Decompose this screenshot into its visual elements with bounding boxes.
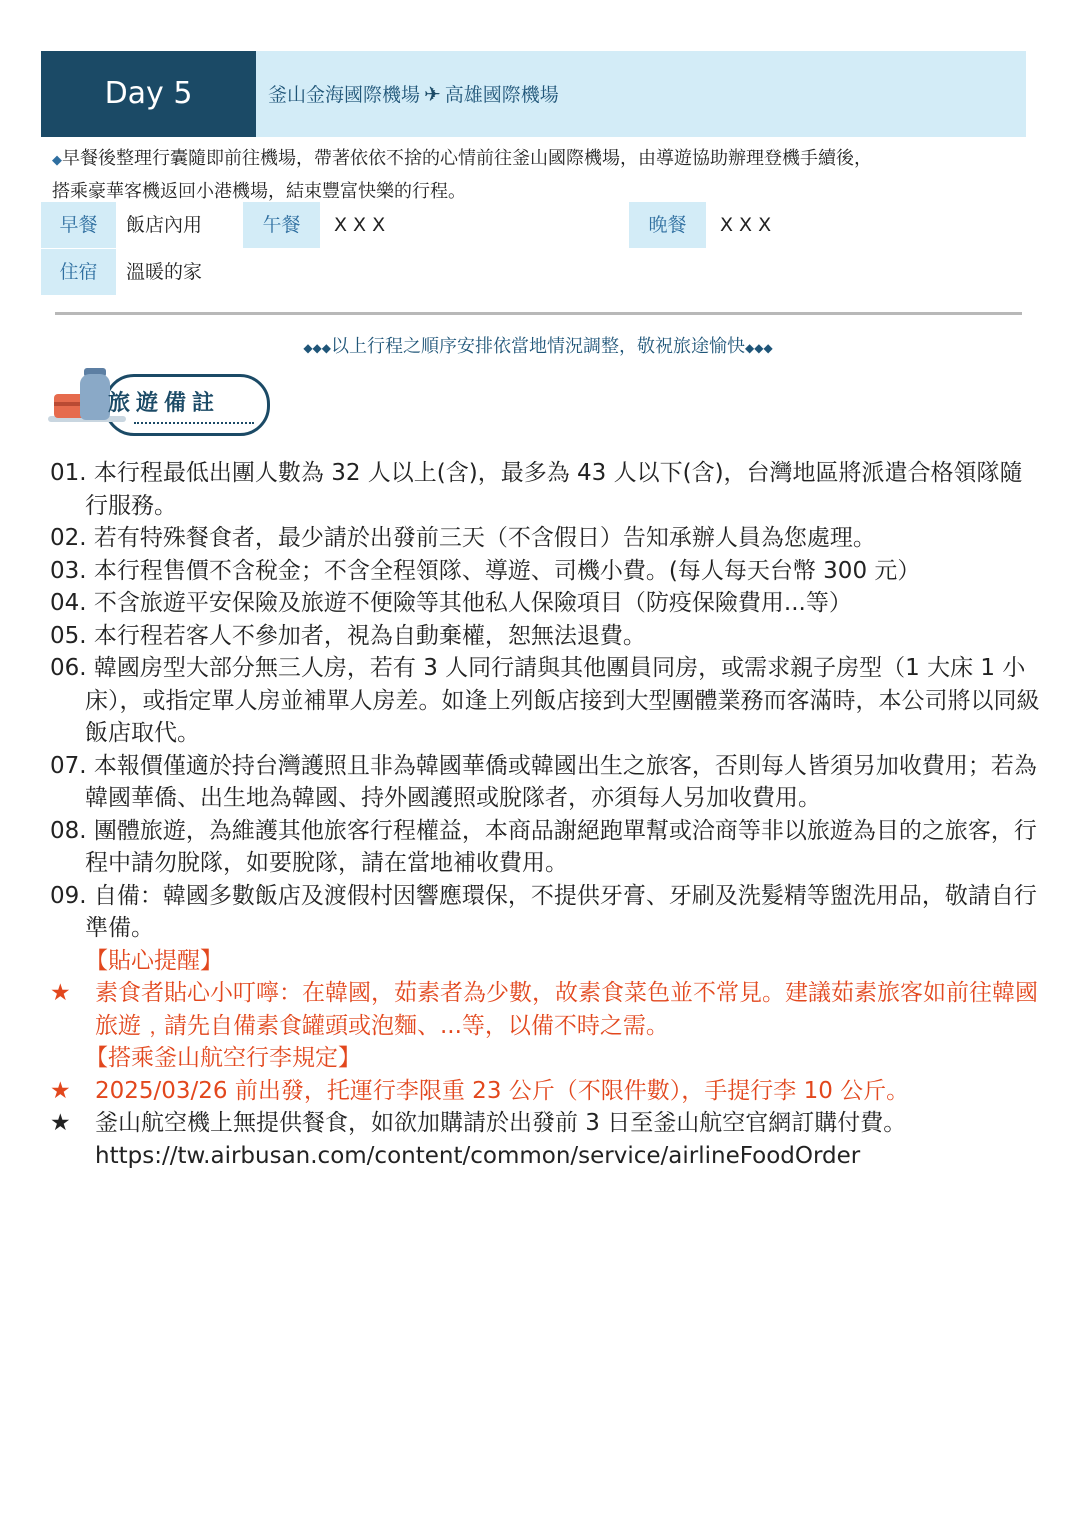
badge-title: 旅遊備註: [108, 391, 221, 416]
description-line: 搭乘豪華客機返回小港機場，結束豐富快樂的行程。: [52, 181, 466, 202]
note-item: 01. 本行程最低出團人數為 32 人以上(含)，最多為 43 人以下(含)，台灣地區將派遣合格領隊隨行服務。: [50, 460, 1023, 519]
food-text: 釜山航空機上無提供餐食，如欲加購請於出發前 3 日至釜山航空官網訂購付費。: [95, 1110, 907, 1136]
note-item: 03. 本行程售價不含稅金；不含全程領隊、導遊、司機小費。(每人每天台幣 300 元）: [50, 557, 921, 584]
note-item: 05. 本行程若客人不參加者，視為自動棄權，恕無法退費。: [50, 622, 646, 649]
schedule-note: [0, 332, 1076, 358]
note-item: 02. 若有特殊餐食者，最少請於出發前三天（不含假日）告知承辦人員為您處理。: [50, 525, 876, 551]
food-item: [50, 1107, 1040, 1140]
note-item: 09. 自備：韓國多數飯店及渡假村因響應環保，不提供牙膏、牙刷及洗髮精等盥洗用品，敬請自行準備。: [50, 882, 1037, 941]
star-icon: ★: [50, 980, 71, 1006]
notes-list: [50, 457, 1040, 1172]
reminder-heading: 【貼心提醒】: [85, 947, 223, 974]
route-to: 高雄國際機場: [444, 84, 559, 106]
baggage-item: [50, 1075, 1040, 1108]
diamond-bullets-icon: ◆◆◆: [303, 341, 331, 355]
schedule-note-text: 以上行程之順序安排依當地情況調整，敬祝旅途愉快: [331, 336, 745, 357]
note-item: 07. 本報價僅適於持台灣護照且非為韓國華僑或韓國出生之旅客，否則每人皆須另加收費用；若為韓國華僑、出生地為韓國、持外國護照或脫隊者，亦須每人另加收費用。: [50, 752, 1037, 811]
breakfast-value: 飯店內用: [126, 214, 203, 236]
route-from: 釜山金海國際機場: [268, 84, 421, 106]
jar-icon: [80, 374, 110, 420]
lunch-tag: 午餐: [243, 202, 320, 248]
note-item: 04. 不含旅遊平安保險及旅遊不便險等其他私人保險項目（防疫保險費用...等）: [50, 590, 852, 616]
lunch-value: X X X: [334, 214, 386, 236]
notes-badge: [48, 368, 270, 440]
badge-dashes: [134, 422, 254, 424]
dinner-tag: 晚餐: [629, 202, 706, 248]
star-icon: ★: [50, 1077, 71, 1104]
day-label: Day 5: [41, 51, 256, 137]
route: [268, 51, 559, 137]
baggage-heading: 【搭乘釜山航空行李規定】: [85, 1045, 361, 1071]
note-item: 06. 韓國房型大部分無三人房，若有 3 人同行請與其他團員同房，或需求親子房型（1 大床 1 小床），或指定單人房並補單人房差。如逢上列飯店接到大型團體業務而客滿時，本公司將以同級飯店取代。: [50, 655, 1040, 746]
hotel-value: 溫暖的家: [126, 261, 203, 283]
reminder-item: [50, 977, 1040, 1042]
star-icon: ★: [50, 1110, 71, 1136]
food-order-link[interactable]: https://tw.airbusan.com/content/common/service/airlineFoodOrder: [95, 1142, 861, 1169]
baggage-text: 2025/03/26 前出發，托運行李限重 23 公斤（不限件數），手提行李 10 公斤。: [95, 1077, 910, 1104]
reminder-text: 素食者貼心小叮嚀：在韓國，茹素者為少數，故素食菜色並不常見。建議茹素旅客如前往韓國旅遊﹐請先自備素食罐頭或泡麵、...等，以備不時之需。: [95, 980, 1038, 1039]
note-item: 08. 團體旅遊，為維護其他旅客行程權益，本商品謝絕跑單幫或洽商等非以旅遊為目的之旅客，行程中請勿脫隊，如要脫隊，請在當地補收費用。: [50, 817, 1037, 876]
divider: [55, 312, 1022, 315]
day-description: [52, 143, 1037, 207]
diamond-bullet-icon: ◆: [52, 153, 62, 168]
description-line: 早餐後整理行囊隨即前往機場，帶著依依不捨的心情前往釜山國際機場，由導遊協助辦理登機手續後，: [62, 148, 872, 169]
dinner-value: X X X: [720, 214, 772, 236]
hotel-tag: 住宿: [41, 249, 116, 295]
breakfast-tag: 早餐: [41, 202, 116, 248]
day-header: [41, 51, 1026, 137]
airplane-icon: ✈: [424, 82, 441, 106]
diamond-bullets-icon: ◆◆◆: [745, 341, 773, 355]
